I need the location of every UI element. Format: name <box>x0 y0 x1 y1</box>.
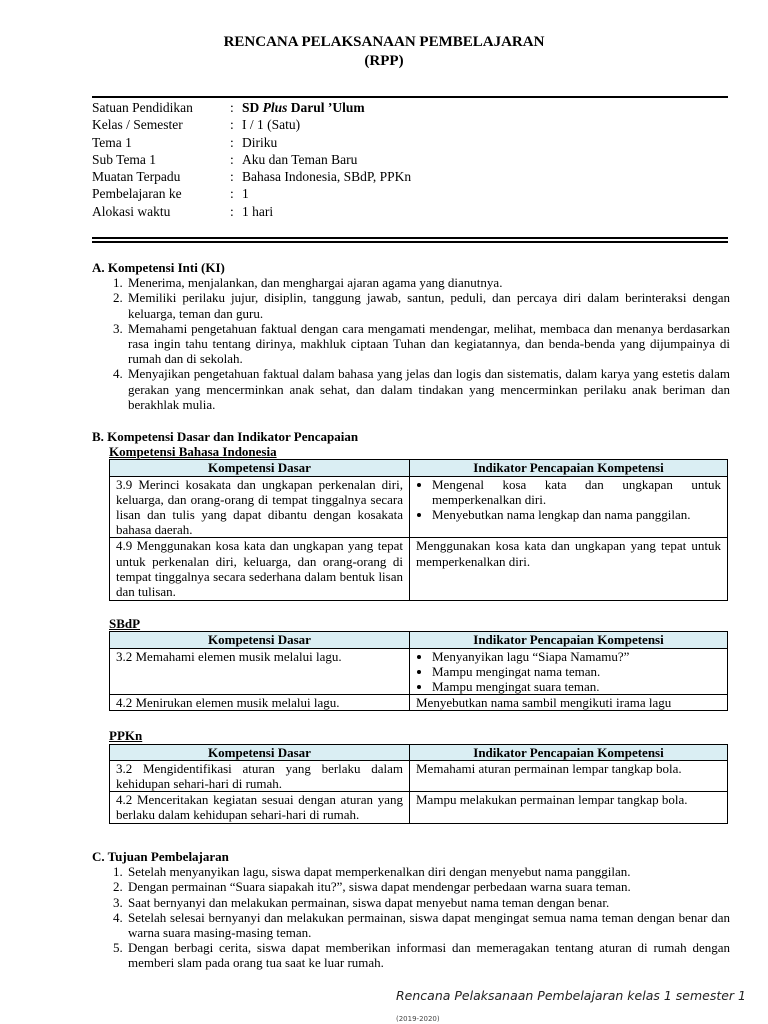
meta-key: Pembelajaran ke <box>92 186 182 202</box>
meta-key: Muatan Terpadu <box>92 169 181 185</box>
meta-row <box>92 185 411 202</box>
subtitle-sbdp: SBdP <box>109 616 141 632</box>
meta-key: Kelas / Semester <box>92 117 183 133</box>
column-header-kd: Kompetensi Dasar <box>110 460 410 476</box>
table-sbdp <box>109 631 728 711</box>
indikator-cell <box>410 648 728 695</box>
indikator-item: • Mampu mengingat suara teman. <box>432 679 721 694</box>
top-rule <box>92 96 728 98</box>
table-row <box>110 792 728 823</box>
kd-cell: 3.2 Mengidentifikasi aturan yang berlaku dalam kehidupan sehari-hari di rumah. <box>110 760 410 791</box>
indikator-cell: Memahami aturan permainan lempar tangkap bola. <box>410 760 728 791</box>
list-item: 2. Dengan permainan “Suara siapakah itu?”, siswa dapat mendengar perbedaan warna suara teman. <box>126 879 730 894</box>
meta-value: 1 hari <box>242 203 274 219</box>
meta-row <box>92 168 411 185</box>
meta-value: 1 <box>242 186 249 202</box>
meta-row <box>92 99 411 116</box>
meta-colon: : <box>230 134 234 150</box>
tujuan-list <box>92 864 730 970</box>
meta-value: Aku dan Teman Baru <box>242 151 358 167</box>
column-header-kd: Kompetensi Dasar <box>110 744 410 760</box>
meta-value: Diriku <box>242 134 278 150</box>
column-header-indikator: Indikator Pencapaian Kompetensi <box>410 744 728 760</box>
table-bahasa-indonesia <box>109 459 728 601</box>
meta-row <box>92 134 411 151</box>
table-ppkn <box>109 744 728 824</box>
meta-colon: : <box>230 117 234 133</box>
double-rule-upper <box>92 237 728 239</box>
indikator-cell <box>410 476 728 538</box>
meta-colon: : <box>230 169 234 185</box>
identity-block <box>92 99 411 220</box>
meta-row <box>92 203 411 220</box>
list-item: 4. Menyajikan pengetahuan faktual dalam bahasa yang jelas dan logis dan sistematis, dalam karya yang estetis dalam gerakan yang mencerminkan anak sehat, dan dalam tindakan yang mencerminkan perilaku anak beriman dan berakhlak mulia. <box>126 366 730 412</box>
title-line-2: (RPP) <box>364 53 404 69</box>
table-row <box>110 695 728 711</box>
kd-cell: 3.9 Merinci kosakata dan ungkapan perkenalan diri, keluarga, dan orang-orang di tempat tinggalnya secara lisan dan tulis yang dapat dibantu dengan kosakata bahasa daerah. <box>110 476 410 538</box>
meta-row <box>92 151 411 168</box>
column-header-indikator: Indikator Pencapaian Kompetensi <box>410 632 728 648</box>
meta-key: Satuan Pendidikan <box>92 100 193 115</box>
table-row <box>110 648 728 695</box>
list-item: 3. Saat bernyanyi dan melakukan permainan, siswa dapat menyebut nama teman dengan benar. <box>126 895 730 910</box>
meta-value-school: SD Plus Darul ’Ulum <box>242 100 365 115</box>
indikator-cell: Menyebutkan nama sambil mengikuti irama lagu <box>410 695 728 711</box>
meta-colon: : <box>230 186 234 202</box>
double-rule-lower <box>92 241 728 243</box>
list-item: 2. Memiliki perilaku jujur, disiplin, tanggung jawab, santun, peduli, dan percaya diri dalam berinteraksi dengan keluarga, teman dan guru. <box>126 290 730 320</box>
table-row <box>110 538 728 601</box>
indikator-item: • Menyebutkan nama lengkap dan nama panggilan. <box>432 507 721 522</box>
column-header-indikator: Indikator Pencapaian Kompetensi <box>410 460 728 476</box>
list-item: 4. Setelah selesai bernyanyi dan melakukan permainan, siswa dapat mengingat semua nama teman dengan benar dan warna suara masing-masing teman. <box>126 910 730 940</box>
indikator-cell: Menggunakan kosa kata dan ungkapan yang tepat untuk memperkenalkan diri. <box>410 538 728 601</box>
title-line-1: RENCANA PELAKSANAAN PEMBELAJARAN <box>223 34 545 50</box>
section-b-title: B. Kompetensi Dasar dan Indikator Pencapaian <box>92 429 359 444</box>
kd-cell: 4.2 Menceritakan kegiatan sesuai dengan aturan yang berlaku dalam kehidupan sehari-hari di rumah. <box>110 792 410 823</box>
page-footer: Rencana Pelaksanaan Pembelajaran kelas 1 semester 1 <box>396 988 746 1003</box>
meta-key: Sub Tema 1 <box>92 151 157 167</box>
kd-cell: 4.2 Menirukan elemen musik melalui lagu. <box>110 695 410 711</box>
subtitle-bahasa-indonesia: Kompetensi Bahasa Indonesia <box>109 444 277 460</box>
indikator-item: • Menyanyikan lagu “Siapa Namamu?” <box>432 649 721 664</box>
meta-row <box>92 116 411 133</box>
document-title <box>0 33 768 71</box>
meta-colon: : <box>230 151 234 167</box>
kd-cell: 4.9 Menggunakan kosa kata dan ungkapan yang tepat untuk perkenalan diri, keluarga, dan orang-orang di tempat tinggalnya secara sederhana dalam bentuk lisan dan tulisan. <box>110 538 410 601</box>
column-header-kd: Kompetensi Dasar <box>110 632 410 648</box>
footer-year: (2019-2020) <box>396 1015 440 1023</box>
meta-value: Bahasa Indonesia, SBdP, PPKn <box>242 169 412 185</box>
indikator-item: • Mampu mengingat nama teman. <box>432 664 721 679</box>
indikator-cell: Mampu melakukan permainan lempar tangkap bola. <box>410 792 728 823</box>
section-tujuan-pembelajaran <box>92 849 730 971</box>
meta-colon: : <box>230 203 234 219</box>
indikator-item: • Mengenal kosa kata dan ungkapan untuk memperkenalkan diri. <box>432 477 721 507</box>
meta-key: Alokasi waktu <box>92 203 171 219</box>
meta-colon: : <box>230 100 234 115</box>
list-item: 5. Dengan berbagi cerita, siswa dapat memberikan informasi dan memeragakan tentang aturan di rumah dengan memberi slam pada orang tua saat ke luar rumah. <box>126 940 730 970</box>
list-item: 1. Menerima, menjalankan, dan menghargai ajaran agama yang dianutnya. <box>126 275 730 290</box>
table-row <box>110 760 728 791</box>
meta-key: Tema 1 <box>92 134 132 150</box>
section-c-title: C. Tujuan Pembelajaran <box>92 849 229 864</box>
table-row <box>110 476 728 538</box>
section-a-title: A. Kompetensi Inti (KI) <box>92 260 225 275</box>
ki-list <box>92 275 730 412</box>
list-item: 1. Setelah menyanyikan lagu, siswa dapat memperkenalkan diri dengan menyebut nama panggilan. <box>126 864 730 879</box>
meta-value: I / 1 (Satu) <box>242 117 301 133</box>
section-kompetensi-inti <box>92 260 730 412</box>
subtitle-ppkn: PPKn <box>109 728 143 744</box>
kd-cell: 3.2 Memahami elemen musik melalui lagu. <box>110 648 410 695</box>
section-kompetensi-dasar <box>92 429 730 824</box>
list-item: 3. Memahami pengetahuan faktual dengan cara mengamati mendengar, melihat, membaca dan menanya berdasarkan rasa ingin tahu tentang dirinya, makhluk ciptaan Tuhan dan kegiatannya, dan benda-benda yang dijumpainya di rumah dan di sekolah. <box>126 321 730 367</box>
